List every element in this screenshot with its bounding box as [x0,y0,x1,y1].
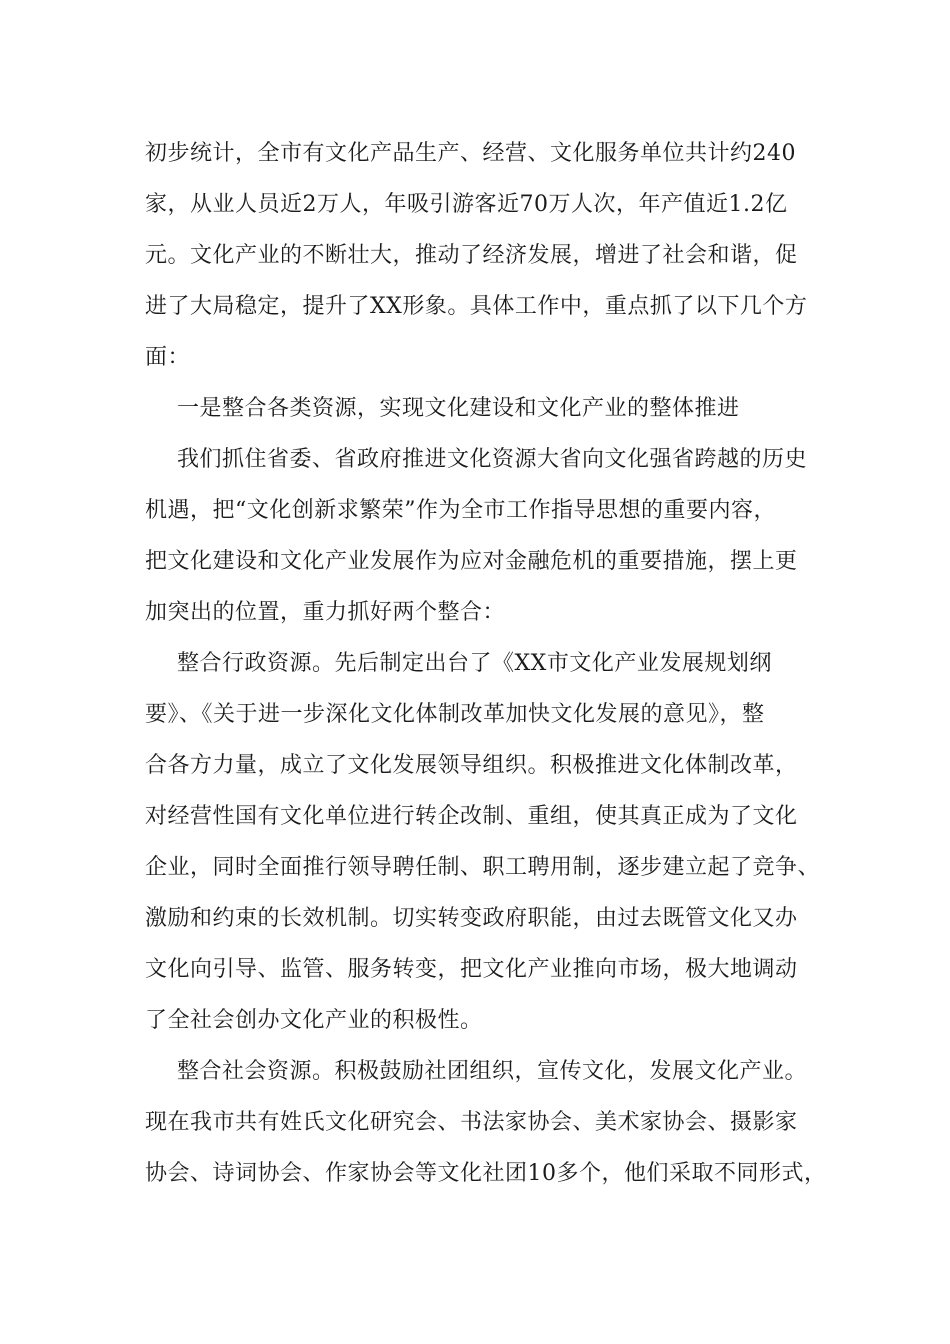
text-line: 企业，同时全面推行领导聘任制、职工聘用制，逐步建立起了竞争、 [145,855,821,880]
text-line: 激励和约束的长效机制。切实转变政府职能，由过去既管文化又办 [145,906,798,931]
text-line: 家，从业人员近2万人，年吸引游客近70万人次，年产值近1.2亿 [145,192,788,217]
text-line: 一是整合各类资源，实现文化建设和文化产业的整体推进 [177,396,740,421]
text-line: 了全社会创办文化产业的积极性。 [145,1008,483,1033]
text-line: 把文化建设和文化产业发展作为应对金融危机的重要措施，摆上更 [145,549,798,574]
text-line: 面： [145,345,191,370]
text-line: 协会、诗词协会、作家协会等文化社团10多个，他们采取不同形式， [145,1161,827,1186]
text-line: 现在我市共有姓氏文化研究会、书法家协会、美术家协会、摄影家 [145,1110,798,1135]
text-line: 整合社会资源。积极鼓励社团组织，宣传文化，发展文化产业。 [177,1059,808,1084]
text-line: 整合行政资源。先后制定出台了《XX市文化产业发展规划纲 [177,651,772,676]
text-line: 要》、《关于进一步深化文化体制改革加快文化发展的意见》，整 [145,702,765,727]
text-line: 加突出的位置，重力抓好两个整合： [145,600,506,625]
text-line: 初步统计，全市有文化产品生产、经营、文化服务单位共计约240 [145,141,796,166]
text-line: 我们抓住省委、省政府推进文化资源大省向文化强省跨越的历史 [177,447,808,472]
text-line: 合各方力量，成立了文化发展领导组织。积极推进文化体制改革， [145,753,798,778]
text-line: 对经营性国有文化单位进行转企改制、重组，使其真正成为了文化 [145,804,798,829]
text-line: 元。文化产业的不断壮大，推动了经济发展，增进了社会和谐，促 [145,243,798,268]
text-line: 机遇，把“文化创新求繁荣”作为全市工作指导思想的重要内容， [145,498,776,523]
text-line: 文化向引导、监管、服务转变，把文化产业推向市场，极大地调动 [145,957,798,982]
text-line: 进了大局稳定，提升了XX形象。具体工作中，重点抓了以下几个方 [145,294,808,319]
body-text [145,128,827,1199]
